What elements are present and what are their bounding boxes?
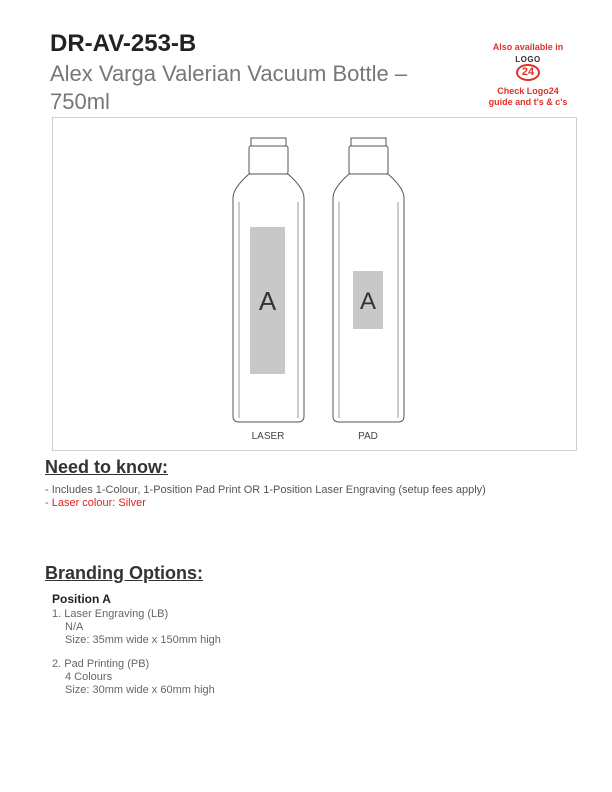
laser-bottle-cap [249,146,288,174]
pad-label: PAD [358,431,378,442]
laser-bottle-cap-top [251,138,286,146]
branding-options-heading: Branding Options: [45,563,203,583]
logo24-word: LOGO [515,55,541,64]
product-code: DR-AV-253-B [50,30,197,57]
pad-bottle-cap [349,146,388,174]
pad-mark-a: A [359,288,377,315]
badge-available-text: Also available in [492,42,564,52]
logo24-badge[interactable] [478,42,578,108]
need-to-know-heading: Need to know: [45,457,169,477]
position-a-label: Position A [52,592,111,606]
product-image-frame [52,117,577,451]
logo24-number: 24 [516,64,540,81]
option-title: 1. Laser Engraving (LB) [52,608,169,620]
badge-check-text: Check Logo24 [497,86,559,96]
badge-terms-text: guide and t's & c's [488,97,568,107]
option-title: 2. Pad Printing (PB) [52,658,150,670]
need-to-know-line-1: - Includes 1-Colour, 1-Position Pad Print OR 1-Position Laser Engraving (setup fees apply) [45,484,486,496]
laser-label: LASER [251,431,285,442]
branding-option-laser [52,608,221,647]
option-size: Size: 30mm wide x 60mm high [65,684,215,696]
option-colours: N/A [65,621,84,633]
option-colours: 4 Colours [65,671,113,683]
pad-bottle-cap-top [351,138,386,146]
option-size: Size: 35mm wide x 150mm high [65,634,221,646]
need-to-know-line-2: - Laser colour: Silver [45,497,146,509]
branding-option-pad [52,658,215,697]
bottle-illustration [53,118,578,452]
product-name: Alex Varga Valerian Vacuum Bottle – 750ml [50,61,408,114]
laser-mark-a: A [258,286,277,316]
logo24-icon [510,55,546,85]
